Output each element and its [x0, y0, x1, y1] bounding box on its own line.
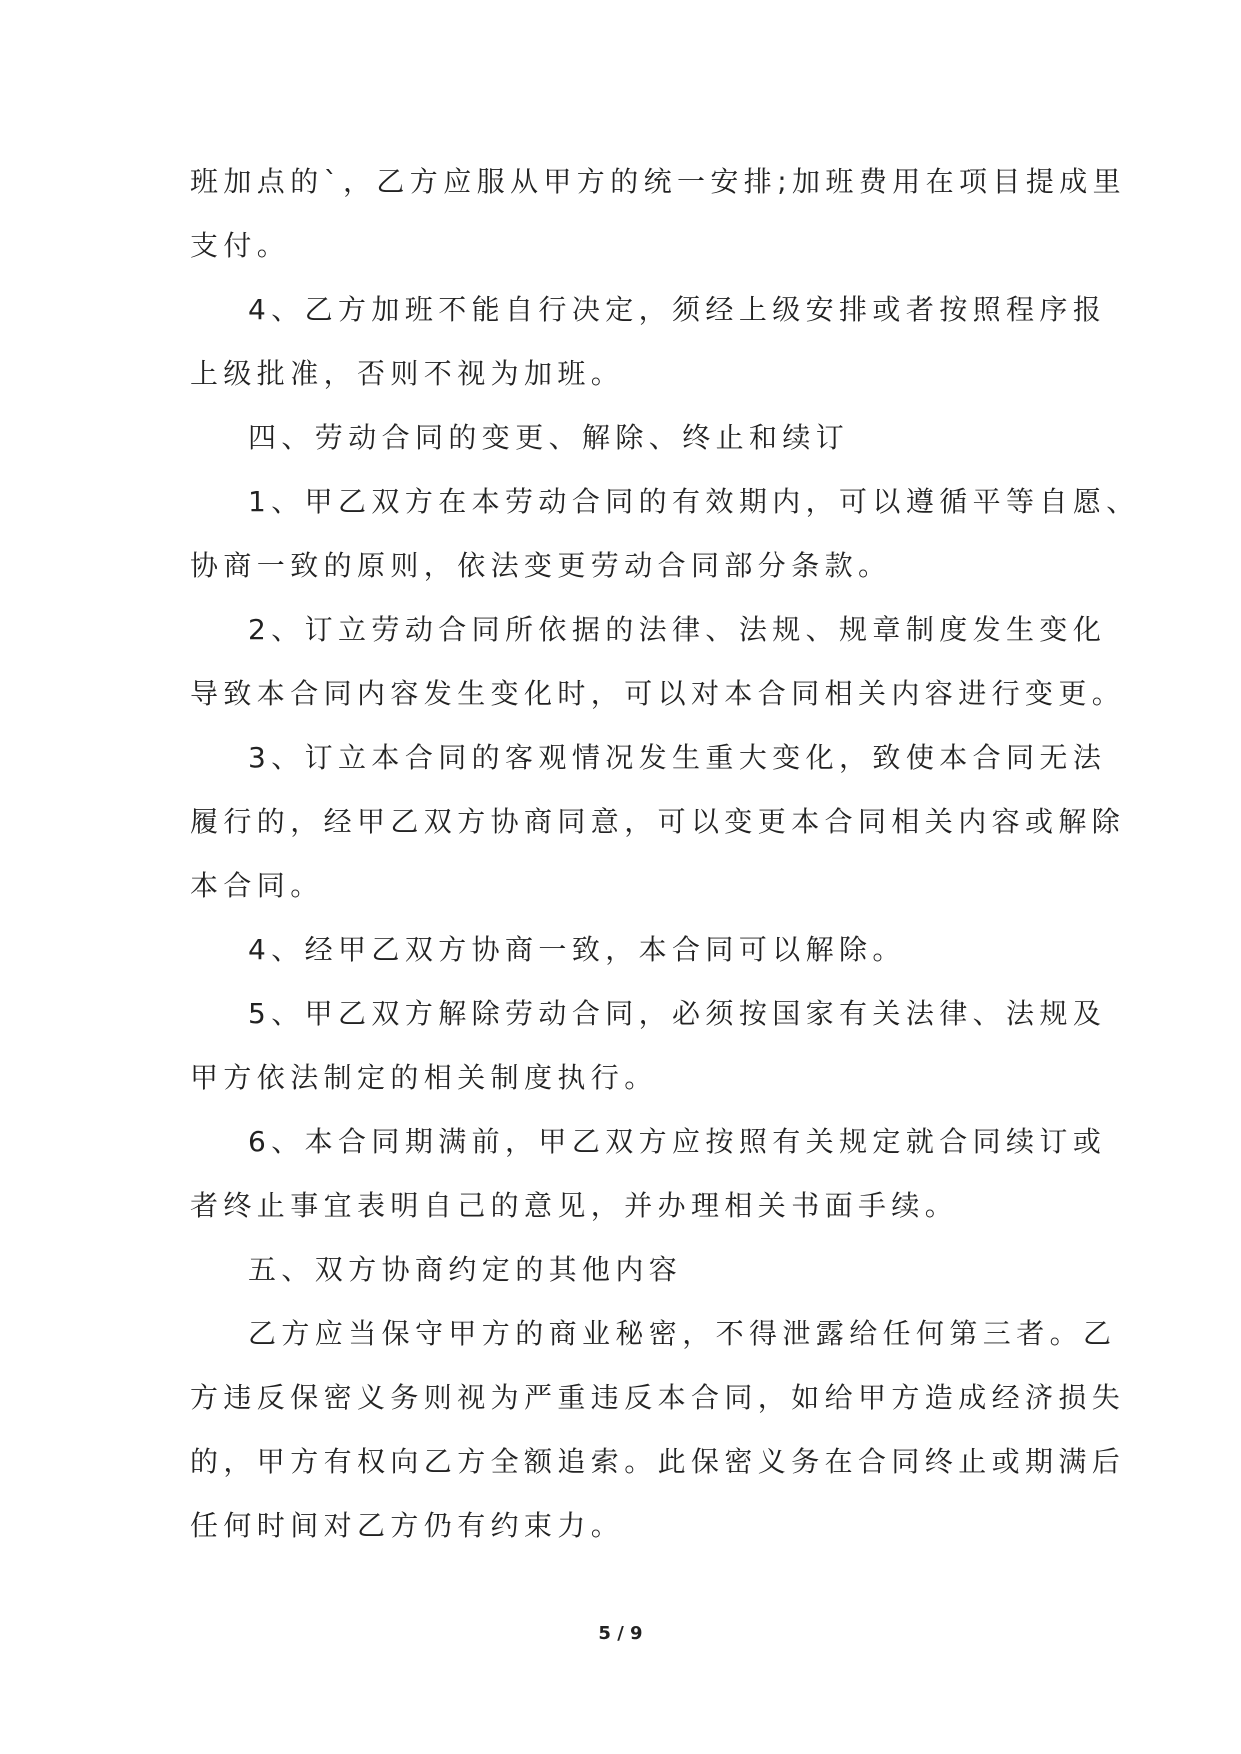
section-heading: 五、双方协商约定的其他内容: [248, 1253, 683, 1286]
page-number: 5 / 9: [598, 1623, 643, 1644]
text-line: 任何时间对乙方仍有约束力。: [190, 1509, 625, 1542]
text-line: 1、甲乙双方在本劳动合同的有效期内，可以遵循平等自愿、: [248, 485, 1140, 518]
text-line: 协商一致的原则，依法变更劳动合同部分条款。: [190, 549, 892, 582]
text-line: 本合同。: [190, 869, 324, 902]
text-line: 履行的，经甲乙双方协商同意，可以变更本合同相关内容或解除: [190, 805, 1126, 838]
text-line: 方违反保密义务则视为严重违反本合同，如给甲方造成经济损失: [190, 1381, 1126, 1414]
text-line: 4、乙方加班不能自行决定，须经上级安排或者按照程序报: [248, 293, 1107, 326]
text-line: 5、甲乙双方解除劳动合同，必须按国家有关法律、法规及: [248, 997, 1107, 1030]
section-heading: 四、劳动合同的变更、解除、终止和续订: [248, 421, 850, 454]
document-body: [190, 150, 1140, 1558]
text-line: 上级批准，否则不视为加班。: [190, 357, 625, 390]
text-line: 支付。: [190, 229, 291, 262]
text-line: 甲方依法制定的相关制度执行。: [190, 1061, 658, 1094]
text-line: 3、订立本合同的客观情况发生重大变化，致使本合同无法: [248, 741, 1107, 774]
text-line: 班加点的`，乙方应服从甲方的统一安排;加班费用在项目提成里: [190, 165, 1127, 198]
text-line: 4、经甲乙双方协商一致，本合同可以解除。: [248, 933, 906, 966]
text-line: 者终止事宜表明自己的意见，并办理相关书面手续。: [190, 1189, 959, 1222]
text-line: 6、本合同期满前，甲乙双方应按照有关规定就合同续订或: [248, 1125, 1107, 1158]
text-line: 2、订立劳动合同所依据的法律、法规、规章制度发生变化: [248, 613, 1107, 646]
text-line: 的，甲方有权向乙方全额追索。此保密义务在合同终止或期满后: [190, 1445, 1126, 1478]
text-line: 乙方应当保守甲方的商业秘密，不得泄露给任何第三者。乙: [248, 1317, 1117, 1350]
text-line: 导致本合同内容发生变化时，可以对本合同相关内容进行变更。: [190, 677, 1126, 710]
